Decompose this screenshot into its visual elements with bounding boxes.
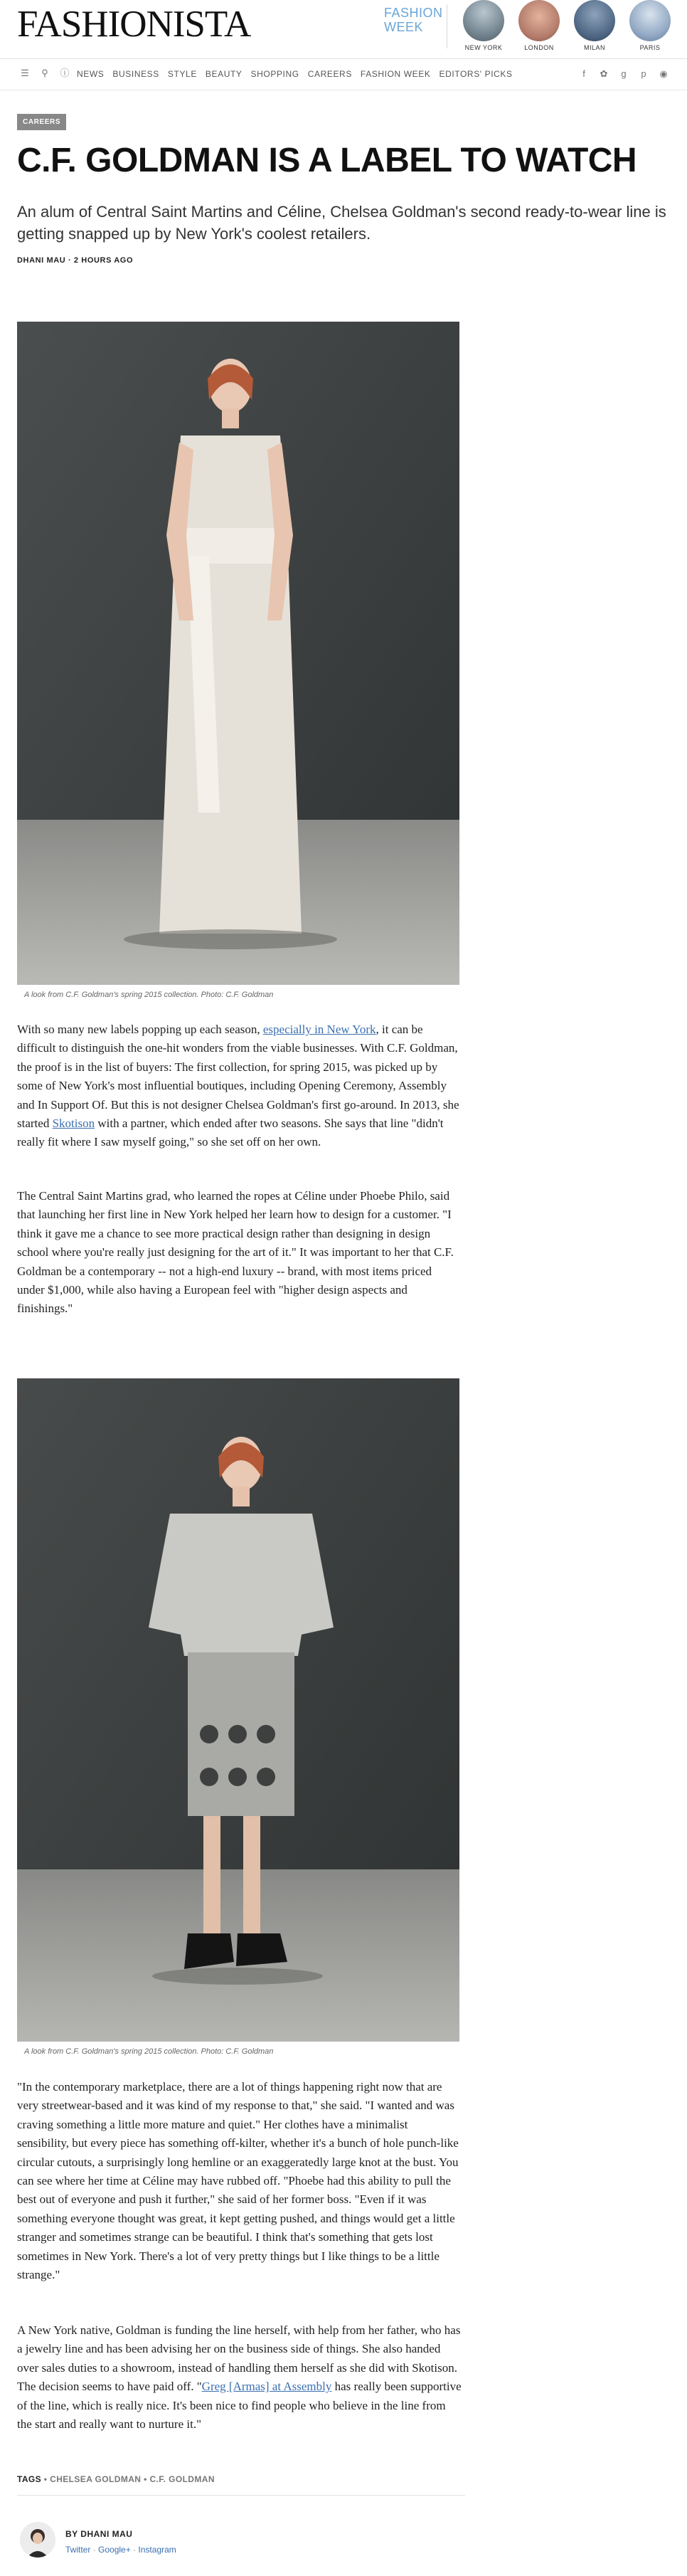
- p1-text-a: With so many new labels popping up each season,: [17, 1023, 263, 1036]
- milan-thumbnail: [574, 0, 615, 41]
- city-name: NEW YORK: [464, 44, 503, 51]
- googleplus-icon[interactable]: g: [621, 68, 627, 79]
- tag-cf-goldman[interactable]: C.F. GOLDMAN: [149, 2474, 215, 2484]
- byline-author[interactable]: DHANI MAU: [17, 256, 66, 265]
- city-name: PARIS: [639, 44, 661, 51]
- nav-link-beauty[interactable]: BEAUTY: [205, 69, 243, 79]
- byline: [17, 256, 133, 265]
- author-twitter-link[interactable]: Twitter: [65, 2545, 91, 2555]
- site-logo[interactable]: FASHIONISTA: [17, 4, 251, 45]
- p2-text: The Central Saint Martins grad, who learned the ropes at Céline under Phoebe Philo, said that launching her first line in New York helped her learn how to design for a customer. "I think it gave me a chance to see more practical design rather than designing in design school where you're really just designing for the art of it." It was important to her that C.F. Goldman be a contemporary -- not a high-end luxury -- brand, with most items priced under $1,000, while also having a European feel with "higher design aspects and finishings.": [17, 1189, 454, 1316]
- p4-text-a: A New York native, Goldman is funding the line herself, with help from her father, who has a jewelry line and has been advising her on the business side of things. She also handed over sales duties to a showroom, instead of handling them herself as she did with Skotison. The decision seems to have paid off. ": [17, 2323, 461, 2394]
- model-illustration-1: [17, 322, 459, 985]
- nav-icons: [20, 68, 70, 78]
- instagram-icon[interactable]: ◉: [659, 68, 668, 79]
- nav-link-careers[interactable]: CAREERS: [307, 69, 352, 79]
- article-dek: An alum of Central Saint Martins and Céline, Chelsea Goldman's second ready-to-wear line is getting snapped up by New York's coolest retailers.: [17, 203, 666, 243]
- photo-caption-1: A look from C.F. Goldman's spring 2015 collection. Photo: C.F. Goldman: [24, 991, 274, 999]
- nav-link-editors-picks[interactable]: EDITORS' PICKS: [439, 69, 513, 79]
- byline-time: 2 HOURS AGO: [73, 256, 134, 265]
- london-thumbnail: [518, 0, 560, 41]
- menu-icon[interactable]: ☰: [21, 68, 29, 78]
- tag-chelsea-goldman[interactable]: CHELSEA GOLDMAN: [50, 2474, 142, 2484]
- author-social-links: [65, 2545, 176, 2555]
- nav-link-style[interactable]: STYLE: [167, 69, 197, 79]
- city-milan[interactable]: [572, 0, 617, 51]
- article-paragraph-1: [17, 1020, 462, 1152]
- site-header: [0, 0, 687, 59]
- author-link-separator: ·: [133, 2545, 137, 2555]
- social-links: [579, 68, 669, 80]
- nav-link-news[interactable]: NEWS: [77, 69, 105, 79]
- link-especially-in-new-york[interactable]: especially in New York: [262, 1023, 376, 1036]
- category-badge[interactable]: CAREERS: [17, 114, 66, 130]
- city-paris[interactable]: [627, 0, 673, 51]
- tags-label: TAGS: [17, 2474, 42, 2484]
- byline-separator: ·: [68, 256, 72, 265]
- search-icon[interactable]: ⚲: [41, 68, 48, 78]
- author-link-separator: ·: [92, 2545, 96, 2555]
- article-paragraph-3: [17, 2078, 462, 2284]
- nav-link-shopping[interactable]: SHOPPING: [250, 69, 299, 79]
- city-new-york[interactable]: [461, 0, 506, 51]
- article-title: C.F. GOLDMAN IS A LABEL TO WATCH: [17, 142, 637, 179]
- tags-separator: •: [43, 2474, 48, 2484]
- link-skotison[interactable]: Skotison: [52, 1117, 95, 1131]
- avatar-image: [20, 2522, 55, 2557]
- tags-separator: •: [144, 2474, 147, 2484]
- paris-thumbnail: [629, 0, 671, 41]
- author-instagram-link[interactable]: Instagram: [138, 2545, 176, 2555]
- city-name: MILAN: [583, 44, 605, 51]
- twitter-icon[interactable]: ✿: [600, 68, 608, 79]
- article-paragraph-2: [17, 1187, 462, 1319]
- p3-text: "In the contemporary marketplace, there are a lot of things happening right now that are very streetwear-based and it was kind of my response to that," she said. "I wanted and was craving something a little more mature and quiet." Her clothes have a minimalist sensibility, but every piece has something off-kilter, whether it's a bunch of hole punch-like circular cutouts, a surprisingly long hemline or an exaggeratedly large knot at the bust. You can see where her time at Céline may have rubbed off. "Phoebe had this ability to pull the best out of everyone and push it further," she said of her former boss. "Even if it was something everyone thought was great, it kept getting pushed, and things would get a little stranger and sometimes strange can be beautiful. I think that's something that gets lost sometimes in New York. There's a lot of very pretty things but I like things to be a little strange.": [17, 2080, 459, 2282]
- photo-caption-2: A look from C.F. Goldman's spring 2015 collection. Photo: C.F. Goldman: [24, 2047, 274, 2056]
- author-avatar[interactable]: [20, 2522, 55, 2557]
- info-icon[interactable]: ⓘ: [60, 68, 70, 78]
- nav-link-business[interactable]: BUSINESS: [112, 69, 159, 79]
- article-photo-2: [17, 1378, 459, 2042]
- divider: [17, 2495, 465, 2496]
- author-googleplus-link[interactable]: Google+: [98, 2545, 131, 2555]
- city-name: LONDON: [524, 44, 554, 51]
- facebook-icon[interactable]: f: [582, 68, 585, 79]
- fashion-week-label[interactable]: FASHION WEEK: [384, 6, 443, 34]
- model-illustration-2: [17, 1378, 459, 2042]
- link-greg-armas-at-assembly[interactable]: Greg [Armas] at Assembly: [201, 2380, 332, 2394]
- author-name[interactable]: BY DHANI MAU: [65, 2529, 133, 2539]
- article-paragraph-4: [17, 2321, 462, 2434]
- pinterest-icon[interactable]: p: [641, 68, 646, 79]
- article-photo-1: [17, 322, 459, 985]
- p1-text-b: , it can be difficult to distinguish the one-hit wonders from the viable businesses. With C.F. Goldman, the proof is in the list of buyers: The first collection, for spring 2015, was picked up by some of New York's most influential boutiques, including Opening Ceremony, Assembly and In Support Of. But this is not designer Chelsea Goldman's first go-around. In 2013, she started: [17, 1023, 459, 1131]
- new-york-thumbnail: [463, 0, 504, 41]
- tags-row: [17, 2474, 215, 2484]
- nav-link-fashion-week[interactable]: FASHION WEEK: [360, 69, 431, 79]
- city-london[interactable]: [516, 0, 562, 51]
- city-links: [461, 0, 681, 57]
- p4-text-b: has really been supportive of the line, which is really nice. It's been nice to find people who believe in the line from the start and really want to nurture it.": [17, 2380, 462, 2432]
- p1-text-c: with a partner, which ended after two seasons. She says that line "didn't really fit where I saw myself going," so she set off on her own.: [17, 1117, 444, 1149]
- main-nav: [0, 58, 687, 90]
- nav-links: [77, 69, 513, 79]
